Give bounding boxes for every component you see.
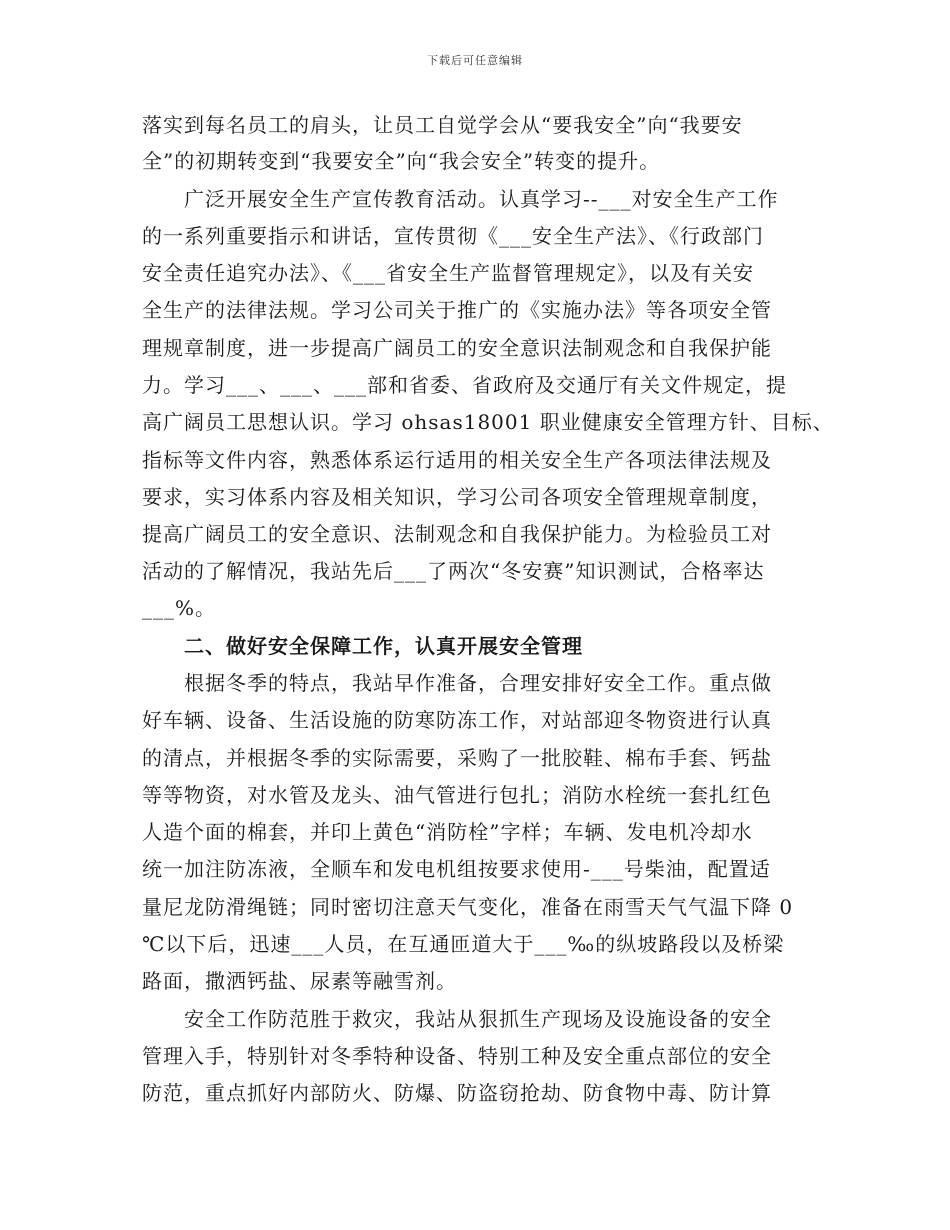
page-header: 下载后可任意编辑 (427, 54, 523, 67)
text-line: 根据冬季的特点，我站早作准备，合理安排好安全工作。重点做 (142, 671, 772, 695)
text-line: 安全工作防范胜于救灾，我站从狠抓生产现场及设施设备的安全 (142, 1007, 772, 1031)
text-line: 的清点，并根据冬季的实际需要，采购了一批胶鞋、棉布手套、钙盐 (142, 746, 772, 770)
text-line: 理规章制度，进一步提高广阔员工的安全意识法制观念和自我保护能 (142, 336, 772, 360)
text-line: 路面，撒洒钙盐、尿素等融雪剂。 (142, 969, 457, 993)
section-heading: 二、做好安全保障工作，认真开展安全管理 (142, 634, 583, 658)
text-line: 好车辆、设备、生活设施的防寒防冻工作，对站部迎冬物资进行认真 (142, 708, 772, 732)
text-line: 人造个面的棉套，并印上黄色“消防栓”字样；车辆、发电机冷却水 (142, 820, 753, 844)
text-line: 广泛开展安全生产宣传教育活动。认真学习--___对安全生产工作 (142, 187, 779, 211)
text-line: 统一加注防冻液，全顺车和发电机组按要求使用-___号柴油，配置适 (142, 857, 771, 881)
text-line: 全生产的法律法规。学习公司关于推广的《实施办法》等各项安全管 (142, 298, 772, 322)
text-line: 活动的了解情况，我站先后___了两次“冬安赛”知识测试，合格率达 (142, 559, 765, 583)
text-line: 量尼龙防滑绳链；同时密切注意天气变化，准备在雨雪天气气温下降 0 (142, 895, 794, 919)
text-line: 的一系列重要指示和讲话，宣传贯彻《___安全生产法》、《行政部门 (142, 224, 764, 248)
text-line: 全”的初期转变到“我要安全”向“我会安全”转变的提升。 (142, 149, 661, 173)
text-line: 安全责任追究办法》、《___省安全生产监督管理规定》，以及有关安 (142, 261, 754, 285)
text-line: 力。学习___、___、___部和省委、省政府及交通厅有关文件规定，提 (142, 373, 787, 397)
text-line: ℃以下后，迅速___人员，在互通匝道大于___‰的纵坡路段以及桥梁 (142, 932, 785, 956)
text-line: 防范，重点抓好内部防火、防爆、防盗窃抢劫、防食物中毒、防计算 (142, 1081, 772, 1105)
text-line: ___%。 (142, 596, 217, 620)
text-line: 高广阔员工思想认识。学习 ohsas18001 职业健康安全管理方针、目标、 (142, 410, 834, 434)
text-line: 管理入手，特别针对冬季特种设备、特别工种及安全重点部位的安全 (142, 1044, 772, 1068)
text-line: 等等物资，对水管及龙头、油气管进行包扎；消防水栓统一套扎红色 (142, 783, 772, 807)
text-line: 指标等文件内容，熟悉体系运行适用的相关安全生产各项法律法规及 (142, 448, 772, 472)
text-line: 要求，实习体系内容及相关知识，学习公司各项安全管理规章制度， (142, 485, 772, 509)
text-line: 提高广阔员工的安全意识、法制观念和自我保护能力。为检验员工对 (142, 522, 772, 546)
text-line: 落实到每名员工的肩头，让员工自觉学会从“要我安全”向“我要安 (142, 113, 743, 137)
